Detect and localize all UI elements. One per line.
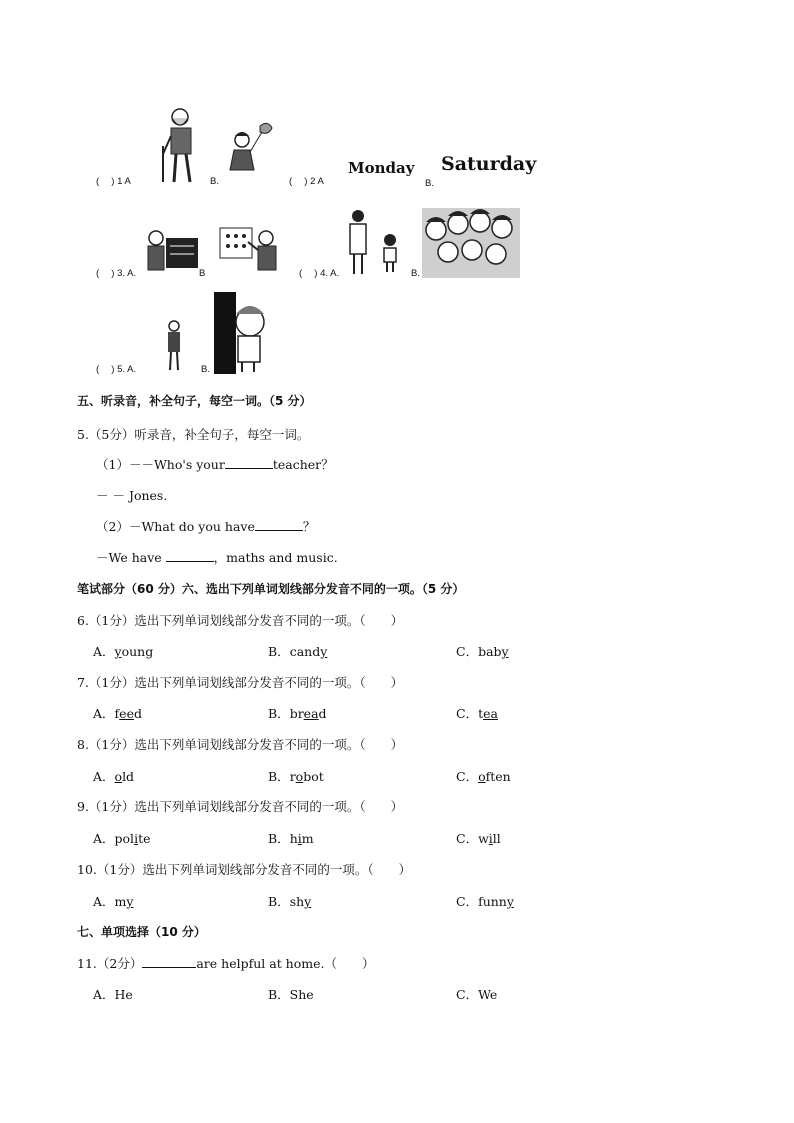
mother-and-child-picture bbox=[346, 208, 410, 276]
option-b[interactable]: B．shy bbox=[268, 894, 312, 909]
q5-line-4-suffix: ，maths and music. bbox=[213, 550, 338, 565]
monday-word: Monday bbox=[348, 159, 415, 177]
option-c[interactable]: C．tea bbox=[456, 706, 498, 721]
q5-blank-3[interactable] bbox=[166, 561, 214, 562]
q5-line-1 bbox=[96, 457, 334, 473]
q11-blank[interactable] bbox=[142, 967, 196, 968]
item-4-number: ( ) 4. A. bbox=[299, 268, 340, 279]
question-stem: 7.（1分）选出下列单词划线部分发音不同的一项。（ ） bbox=[77, 675, 404, 690]
option-a[interactable]: A．my bbox=[93, 894, 134, 909]
option-b[interactable]: B．him bbox=[268, 831, 314, 846]
option-b[interactable]: B．candy bbox=[268, 644, 328, 659]
q5-blank-1[interactable] bbox=[225, 468, 273, 469]
question-stem: 6.（1分）选出下列单词划线部分发音不同的一项。（ ） bbox=[77, 613, 404, 628]
question-stem: 8.（1分）选出下列单词划线部分发音不同的一项。（ ） bbox=[77, 737, 404, 752]
girl-with-flowers-picture bbox=[222, 120, 278, 186]
q11-option-a[interactable]: A．He bbox=[93, 987, 133, 1002]
q5-line-3-suffix: ？ bbox=[302, 519, 316, 534]
q5-line-2: － － Jones. bbox=[96, 488, 168, 503]
item-1-number: ( ) 1 A bbox=[96, 176, 131, 187]
boy-standing-picture bbox=[162, 310, 186, 372]
item-2-option-b: B. bbox=[425, 178, 434, 189]
q5-blank-2[interactable] bbox=[255, 530, 303, 531]
item-3-option-b: B bbox=[199, 268, 206, 279]
teacher-at-blackboard-picture bbox=[144, 224, 200, 276]
option-a[interactable]: A．feed bbox=[93, 706, 142, 721]
option-a[interactable]: A．young bbox=[93, 644, 154, 659]
section-5-heading: 五、听录音，补全句子，每空一词。（5 分） bbox=[77, 394, 312, 408]
q5-line-1-prefix: （1）－－Who's your bbox=[96, 457, 225, 472]
q5-line-1-suffix: teacher？ bbox=[272, 457, 334, 472]
q11-suffix: are helpful at home.（ ） bbox=[196, 956, 375, 971]
option-a[interactable]: A．old bbox=[93, 769, 135, 784]
option-c[interactable]: C．baby bbox=[456, 644, 509, 659]
question-5-stem: 5.（5分）听录音，补全句子，每空一词。 bbox=[77, 427, 310, 442]
woman-pointing-chart-picture bbox=[218, 224, 282, 274]
item-3-number: ( ) 3. A. bbox=[96, 268, 137, 279]
option-c[interactable]: C．will bbox=[456, 831, 501, 846]
group-of-children-picture bbox=[422, 208, 520, 278]
section-6-heading: 笔试部分（60 分）六、选出下列单词划线部分发音不同的一项。（5 分） bbox=[77, 582, 465, 596]
option-a[interactable]: A．polite bbox=[93, 831, 151, 846]
section-7-heading: 七、单项选择（10 分） bbox=[77, 925, 206, 939]
option-c[interactable]: C．often bbox=[456, 769, 511, 784]
question-11-stem bbox=[77, 956, 375, 972]
item-1-option-b: B. bbox=[210, 176, 219, 187]
option-c[interactable]: C．funny bbox=[456, 894, 514, 909]
saturday-word: Saturday bbox=[441, 153, 537, 175]
option-b[interactable]: B．robot bbox=[268, 769, 324, 784]
boy-behind-door-picture bbox=[214, 292, 270, 374]
q11-prefix: 11.（2分） bbox=[77, 956, 143, 971]
item-2-number: ( ) 2 A bbox=[289, 176, 324, 187]
question-stem: 9.（1分）选出下列单词划线部分发音不同的一项。（ ） bbox=[77, 799, 404, 814]
q5-line-3 bbox=[96, 519, 315, 535]
q5-line-4 bbox=[96, 550, 338, 566]
q11-option-b[interactable]: B．She bbox=[268, 987, 314, 1002]
item-4-option-b: B. bbox=[411, 268, 420, 279]
q5-line-3-prefix: （2）－What do you have bbox=[96, 519, 255, 534]
q11-option-c[interactable]: C．We bbox=[456, 987, 498, 1002]
option-b[interactable]: B．bread bbox=[268, 706, 327, 721]
question-stem: 10.（1分）选出下列单词划线部分发音不同的一项。（ ） bbox=[77, 862, 412, 877]
item-5-number: ( ) 5. A. bbox=[96, 364, 137, 375]
q5-line-4-prefix: －We have bbox=[96, 550, 162, 565]
item-5-option-b: B. bbox=[201, 364, 210, 375]
old-man-picture bbox=[158, 106, 204, 186]
